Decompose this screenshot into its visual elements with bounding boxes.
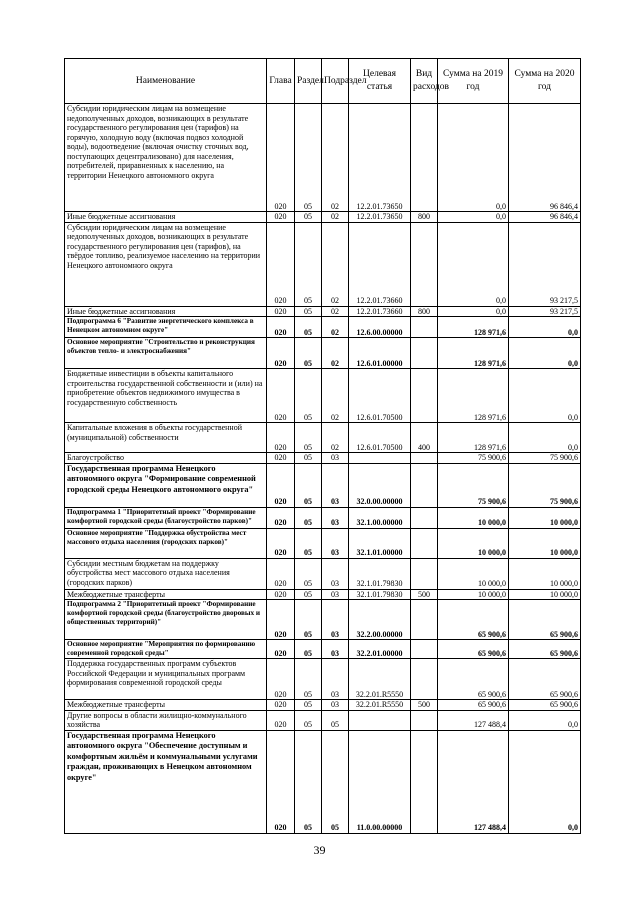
cell-sum-2020: 93 217,5 [509,222,581,306]
cell-podrazdel: 03 [322,463,349,507]
cell-tselevaya-statya: 12.6.01.70500 [349,369,411,423]
cell-sum-2020: 10 000,0 [509,528,581,558]
cell-name: Субсидии юридическим лицам на возмещение недополученных доходов, возникающих в результате государственного регулирования цен (тарифов) на горячую, холодную воду (включая подвоз холодной воды), водоотведение (включая очистку сточных вод, поступающих децентрализовано) для населения, потребителей, приравненных к населению, на территории Ненецкого автономного округа [65,104,267,212]
cell-sum-2019: 75 900,6 [438,463,509,507]
cell-vid-raskhodov [411,507,438,528]
cell-razdel: 05 [295,507,322,528]
cell-vid-raskhodov [411,317,438,338]
table-row [65,600,581,640]
cell-tselevaya-statya: 12.2.01.73650 [349,212,411,223]
cell-podrazdel: 03 [322,507,349,528]
cell-sum-2019: 10 000,0 [438,558,509,589]
cell-podrazdel: 02 [322,306,349,317]
cell-glava: 020 [267,104,295,212]
table-row [65,640,581,659]
table-row [65,659,581,700]
cell-podrazdel: 03 [322,600,349,640]
cell-razdel: 05 [295,710,322,730]
table-row [65,507,581,528]
table-row [65,423,581,453]
cell-vid-raskhodov: 800 [411,306,438,317]
cell-podrazdel: 05 [322,730,349,833]
cell-name: Подпрограмма 2 "Приоритетный проект "Формирование комфортной городской среды (благоустройство дворовых и общественных территорий)" [65,600,267,640]
cell-sum-2019: 65 900,6 [438,640,509,659]
cell-glava: 020 [267,306,295,317]
cell-sum-2020: 10 000,0 [509,507,581,528]
cell-name: Благоустройство [65,453,267,464]
cell-glava: 020 [267,600,295,640]
cell-glava: 020 [267,730,295,833]
table-row [65,528,581,558]
cell-sum-2019: 128 971,6 [438,369,509,423]
page-number: 39 [313,843,326,857]
cell-sum-2019: 128 971,6 [438,338,509,369]
cell-name: Межбюджетные трансферты [65,589,267,600]
cell-vid-raskhodov [411,558,438,589]
cell-sum-2019: 0,0 [438,222,509,306]
cell-tselevaya-statya: 12.2.01.73660 [349,222,411,306]
header-razdel: Раздел [295,59,322,104]
cell-sum-2020: 10 000,0 [509,558,581,589]
cell-vid-raskhodov: 500 [411,700,438,711]
cell-razdel: 05 [295,528,322,558]
cell-name: Субсидии местным бюджетам на поддержку обустройства мест массового отдыха населения (городских парков) [65,558,267,589]
cell-tselevaya-statya: 32.1.01.00000 [349,528,411,558]
cell-glava: 020 [267,640,295,659]
cell-podrazdel: 03 [322,700,349,711]
cell-tselevaya-statya: 12.6.01.70500 [349,423,411,453]
cell-tselevaya-statya: 12.6.01.00000 [349,338,411,369]
cell-vid-raskhodov: 400 [411,423,438,453]
cell-name: Иные бюджетные ассигнования [65,212,267,223]
cell-tselevaya-statya: 32.1.01.79830 [349,589,411,600]
table-row [65,463,581,507]
cell-tselevaya-statya: 12.2.01.73660 [349,306,411,317]
cell-sum-2019: 65 900,6 [438,700,509,711]
cell-tselevaya-statya [349,453,411,464]
table-row [65,589,581,600]
cell-name: Государственная программа Ненецкого автономного округа "Обеспечение доступным и комфортным жильём и коммунальными услугами граждан, проживающих в Ненецком автономном округе" [65,730,267,833]
cell-sum-2020: 75 900,6 [509,463,581,507]
cell-name: Капитальные вложения в объекты государственной (муниципальной) собственности [65,423,267,453]
cell-razdel: 05 [295,104,322,212]
cell-podrazdel: 02 [322,369,349,423]
cell-sum-2019: 10 000,0 [438,589,509,600]
cell-razdel: 05 [295,306,322,317]
header-sum-2020: Сумма на 2020 год [509,59,581,104]
table-row [65,104,581,212]
cell-sum-2020: 65 900,6 [509,600,581,640]
table-header-row [65,59,581,104]
cell-glava: 020 [267,659,295,700]
cell-razdel: 05 [295,700,322,711]
table-body [65,104,581,834]
cell-vid-raskhodov: 800 [411,212,438,223]
cell-tselevaya-statya: 32.2.01.R5550 [349,700,411,711]
cell-vid-raskhodov [411,222,438,306]
cell-sum-2020: 0,0 [509,338,581,369]
cell-vid-raskhodov [411,640,438,659]
cell-glava: 020 [267,558,295,589]
cell-tselevaya-statya: 32.1.01.79830 [349,558,411,589]
cell-sum-2020: 0,0 [509,317,581,338]
cell-glava: 020 [267,463,295,507]
cell-razdel: 05 [295,338,322,369]
cell-name: Бюджетные инвестиции в объекты капитального строительства государственной собственности и (или) на приобретение объектов недвижимого имущества в государственную собственность [65,369,267,423]
cell-sum-2020: 0,0 [509,423,581,453]
cell-razdel: 05 [295,640,322,659]
cell-tselevaya-statya: 32.1.00.00000 [349,507,411,528]
cell-sum-2020: 96 846,4 [509,212,581,223]
header-vid-raskhodov: Вид расходов [411,59,438,104]
table-row [65,453,581,464]
cell-razdel: 05 [295,423,322,453]
cell-name: Подпрограмма 6 "Развитие энергетического комплекса в Ненецком автономном округе" [65,317,267,338]
cell-sum-2019: 128 971,6 [438,423,509,453]
cell-podrazdel: 02 [322,317,349,338]
cell-sum-2020: 0,0 [509,730,581,833]
cell-razdel: 05 [295,317,322,338]
cell-glava: 020 [267,212,295,223]
cell-tselevaya-statya [349,710,411,730]
cell-vid-raskhodov [411,104,438,212]
cell-razdel: 05 [295,222,322,306]
cell-glava: 020 [267,710,295,730]
cell-sum-2020: 0,0 [509,369,581,423]
cell-vid-raskhodov [411,453,438,464]
cell-podrazdel: 03 [322,528,349,558]
cell-sum-2019: 127 488,4 [438,710,509,730]
cell-podrazdel: 03 [322,453,349,464]
header-glava: Глава [267,59,295,104]
cell-razdel: 05 [295,369,322,423]
cell-sum-2019: 10 000,0 [438,528,509,558]
table-row [65,212,581,223]
table-row [65,558,581,589]
cell-razdel: 05 [295,600,322,640]
cell-sum-2020: 65 900,6 [509,640,581,659]
cell-podrazdel: 03 [322,558,349,589]
cell-sum-2020: 0,0 [509,710,581,730]
cell-vid-raskhodov [411,600,438,640]
cell-vid-raskhodov [411,730,438,833]
cell-podrazdel: 02 [322,104,349,212]
table-row [65,222,581,306]
cell-sum-2020: 65 900,6 [509,659,581,700]
cell-razdel: 05 [295,558,322,589]
cell-sum-2019: 0,0 [438,104,509,212]
cell-name: Основное мероприятие "Поддержка обустройства мест массового отдыха населения (городских парков)" [65,528,267,558]
header-podrazdel: Подраздел [322,59,349,104]
header-sum-2019: Сумма на 2019 год [438,59,509,104]
cell-vid-raskhodov [411,528,438,558]
cell-tselevaya-statya: 11.0.00.00000 [349,730,411,833]
cell-sum-2019: 75 900,6 [438,453,509,464]
cell-vid-raskhodov [411,369,438,423]
cell-sum-2020: 93 217,5 [509,306,581,317]
cell-podrazdel: 03 [322,640,349,659]
cell-glava: 020 [267,317,295,338]
cell-vid-raskhodov [411,710,438,730]
cell-glava: 020 [267,338,295,369]
cell-sum-2019: 65 900,6 [438,659,509,700]
cell-name: Межбюджетные трансферты [65,700,267,711]
cell-glava: 020 [267,423,295,453]
cell-sum-2019: 65 900,6 [438,600,509,640]
header-name: Наименование [65,59,267,104]
cell-sum-2019: 0,0 [438,212,509,223]
cell-razdel: 05 [295,453,322,464]
cell-sum-2020: 10 000,0 [509,589,581,600]
cell-razdel: 05 [295,589,322,600]
cell-sum-2020: 96 846,4 [509,104,581,212]
cell-tselevaya-statya: 32.2.01.R5550 [349,659,411,700]
cell-name: Подпрограмма 1 "Приоритетный проект "Формирование комфортной городской среды (благоустройство парков)" [65,507,267,528]
cell-razdel: 05 [295,463,322,507]
cell-podrazdel: 03 [322,659,349,700]
cell-glava: 020 [267,528,295,558]
cell-razdel: 05 [295,730,322,833]
cell-glava: 020 [267,453,295,464]
cell-podrazdel: 03 [322,589,349,600]
header-tselevaya-statya: Целевая статья [349,59,411,104]
cell-sum-2020: 65 900,6 [509,700,581,711]
cell-tselevaya-statya: 12.2.01.73650 [349,104,411,212]
cell-glava: 020 [267,700,295,711]
cell-vid-raskhodov [411,463,438,507]
cell-vid-raskhodov: 500 [411,589,438,600]
cell-name: Основное мероприятие "Мероприятия по формированию современной городской среды" [65,640,267,659]
cell-name: Субсидии юридическим лицам на возмещение недополученных доходов, возникающих в результате государственного регулирования цен (тарифов), на твёрдое топливо, реализуемое населению на территории Ненецкого автономного округа [65,222,267,306]
cell-razdel: 05 [295,212,322,223]
cell-name: Другие вопросы в области жилищно-коммунального хозяйства [65,710,267,730]
cell-sum-2019: 10 000,0 [438,507,509,528]
cell-vid-raskhodov [411,659,438,700]
cell-glava: 020 [267,589,295,600]
cell-tselevaya-statya: 32.2.01.00000 [349,640,411,659]
table-row [65,306,581,317]
cell-sum-2019: 128 971,6 [438,317,509,338]
cell-glava: 020 [267,369,295,423]
cell-sum-2019: 127 488,4 [438,730,509,833]
table-row [65,317,581,338]
cell-tselevaya-statya: 12.6.00.00000 [349,317,411,338]
table-row [65,338,581,369]
cell-podrazdel: 05 [322,710,349,730]
cell-sum-2019: 0,0 [438,306,509,317]
table-row [65,730,581,833]
cell-podrazdel: 02 [322,222,349,306]
cell-glava: 020 [267,507,295,528]
table-row [65,369,581,423]
cell-tselevaya-statya: 32.2.00.00000 [349,600,411,640]
cell-vid-raskhodov [411,338,438,369]
cell-podrazdel: 02 [322,423,349,453]
table-row [65,700,581,711]
cell-name: Поддержка государственных программ субъектов Российской Федерации и муниципальных программ формирования современной городской среды [65,659,267,700]
cell-sum-2020: 75 900,6 [509,453,581,464]
cell-name: Государственная программа Ненецкого автономного округа "Формирование современной городской среды Ненецкого автономного округа" [65,463,267,507]
table-row [65,710,581,730]
cell-glava: 020 [267,222,295,306]
cell-podrazdel: 02 [322,212,349,223]
cell-tselevaya-statya: 32.0.00.00000 [349,463,411,507]
cell-podrazdel: 02 [322,338,349,369]
cell-razdel: 05 [295,659,322,700]
cell-name: Иные бюджетные ассигнования [65,306,267,317]
cell-name: Основное мероприятие "Строительство и реконструкция объектов тепло- и электроснабжения" [65,338,267,369]
budget-table [64,58,581,834]
